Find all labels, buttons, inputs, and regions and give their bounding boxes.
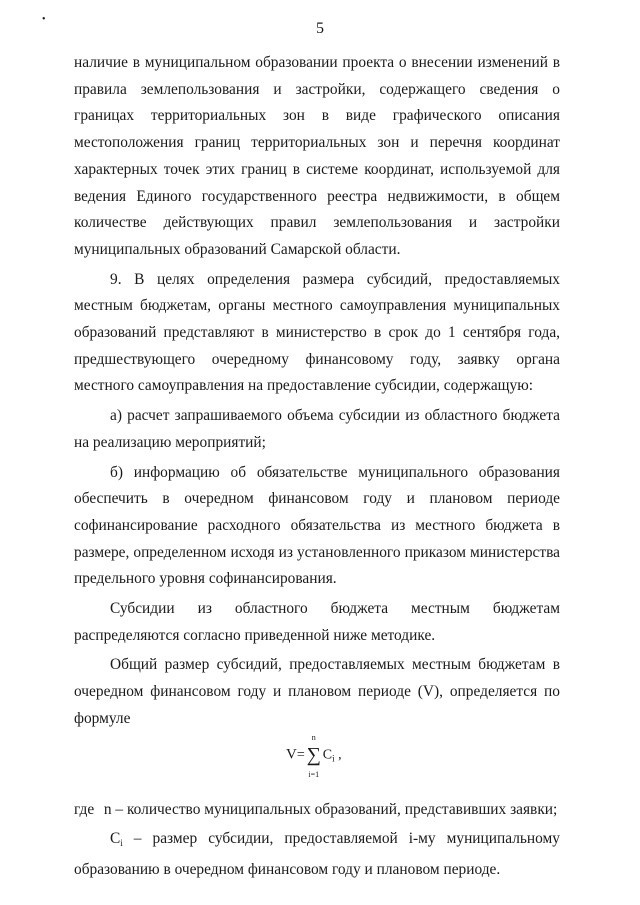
- definition-n-text: n – количество муниципальных образований, представивших заявки;: [103, 800, 558, 818]
- paragraph-item-b: б) информацию об обязательстве муниципального образования обеспечить в очередном финансовом году и плановом периоде софинансирование расходного обязательства из местного бюджета в размере, определенном исходя из установленного приказом министерства предельного уровня софинансирования.: [74, 463, 560, 588]
- formula-sum: [305, 732, 323, 779]
- definition-ci-text: – размер субсидии, предоставляемой i-му муниципальному образованию в очередном финансовом году и плановом периоде.: [74, 830, 560, 878]
- paragraph-proekt-izmeneniy: наличие в муниципальном образовании проекта о внесении изменений в правила землепользования и застройки, содержащего сведения о границах территориальных зон в виде графического описания местоположения границ территориальных зон и перечня координат характерных точек этих границ в системе координат, используемой для ведения Единого государственного реестра недвижимости, в общем количестве действующих правил землепользования и застройки муниципальных образований Самарской области.: [74, 54, 560, 258]
- formula-tail: ,: [338, 747, 342, 763]
- paragraph-raspredelenie: Субсидии из областного бюджета местным бюджетам распределяются согласно приведенной ниже методике.: [74, 600, 560, 644]
- formula-sum-upper: n: [311, 732, 316, 742]
- formula-term-sub: i: [332, 753, 335, 764]
- formula-sum-lower: i=1: [308, 769, 320, 779]
- formula-lhs: V: [286, 746, 297, 763]
- definition-n: [74, 797, 560, 824]
- definition-ci-symbol: C: [110, 830, 121, 848]
- document-body: [74, 50, 560, 884]
- formula-total-subsidy: [74, 732, 560, 793]
- formula-expression: [286, 732, 342, 779]
- page-number: 5: [316, 20, 324, 37]
- sigma-icon: ∑: [306, 743, 321, 766]
- definition-ci: [74, 826, 560, 883]
- paragraph-item-a: а) расчет запрашиваемого объема субсидии из областного бюджета на реализацию мероприятий;: [74, 407, 560, 451]
- definition-ci-sub: i: [120, 838, 123, 849]
- paragraph-9-zayavka: 9. В целях определения размера субсидий, предоставляемых местным бюджетам, органы местного самоуправления муниципальных образований представляют в министерство в срок до 1 сентября года, предшествующего очередному финансовому году, заявку органа местного самоуправления на предоставление субсидии, содержащую:: [74, 270, 560, 395]
- formula-term: C: [322, 747, 333, 763]
- where-word: где: [74, 800, 95, 818]
- formula-equals: =: [296, 747, 305, 763]
- scan-mark: •: [42, 14, 46, 25]
- paragraph-obshchiy-razmer: Общий размер субсидий, предоставляемых местным бюджетам в очередном финансовом году и плановом периоде (V), определяется по формуле: [74, 656, 560, 727]
